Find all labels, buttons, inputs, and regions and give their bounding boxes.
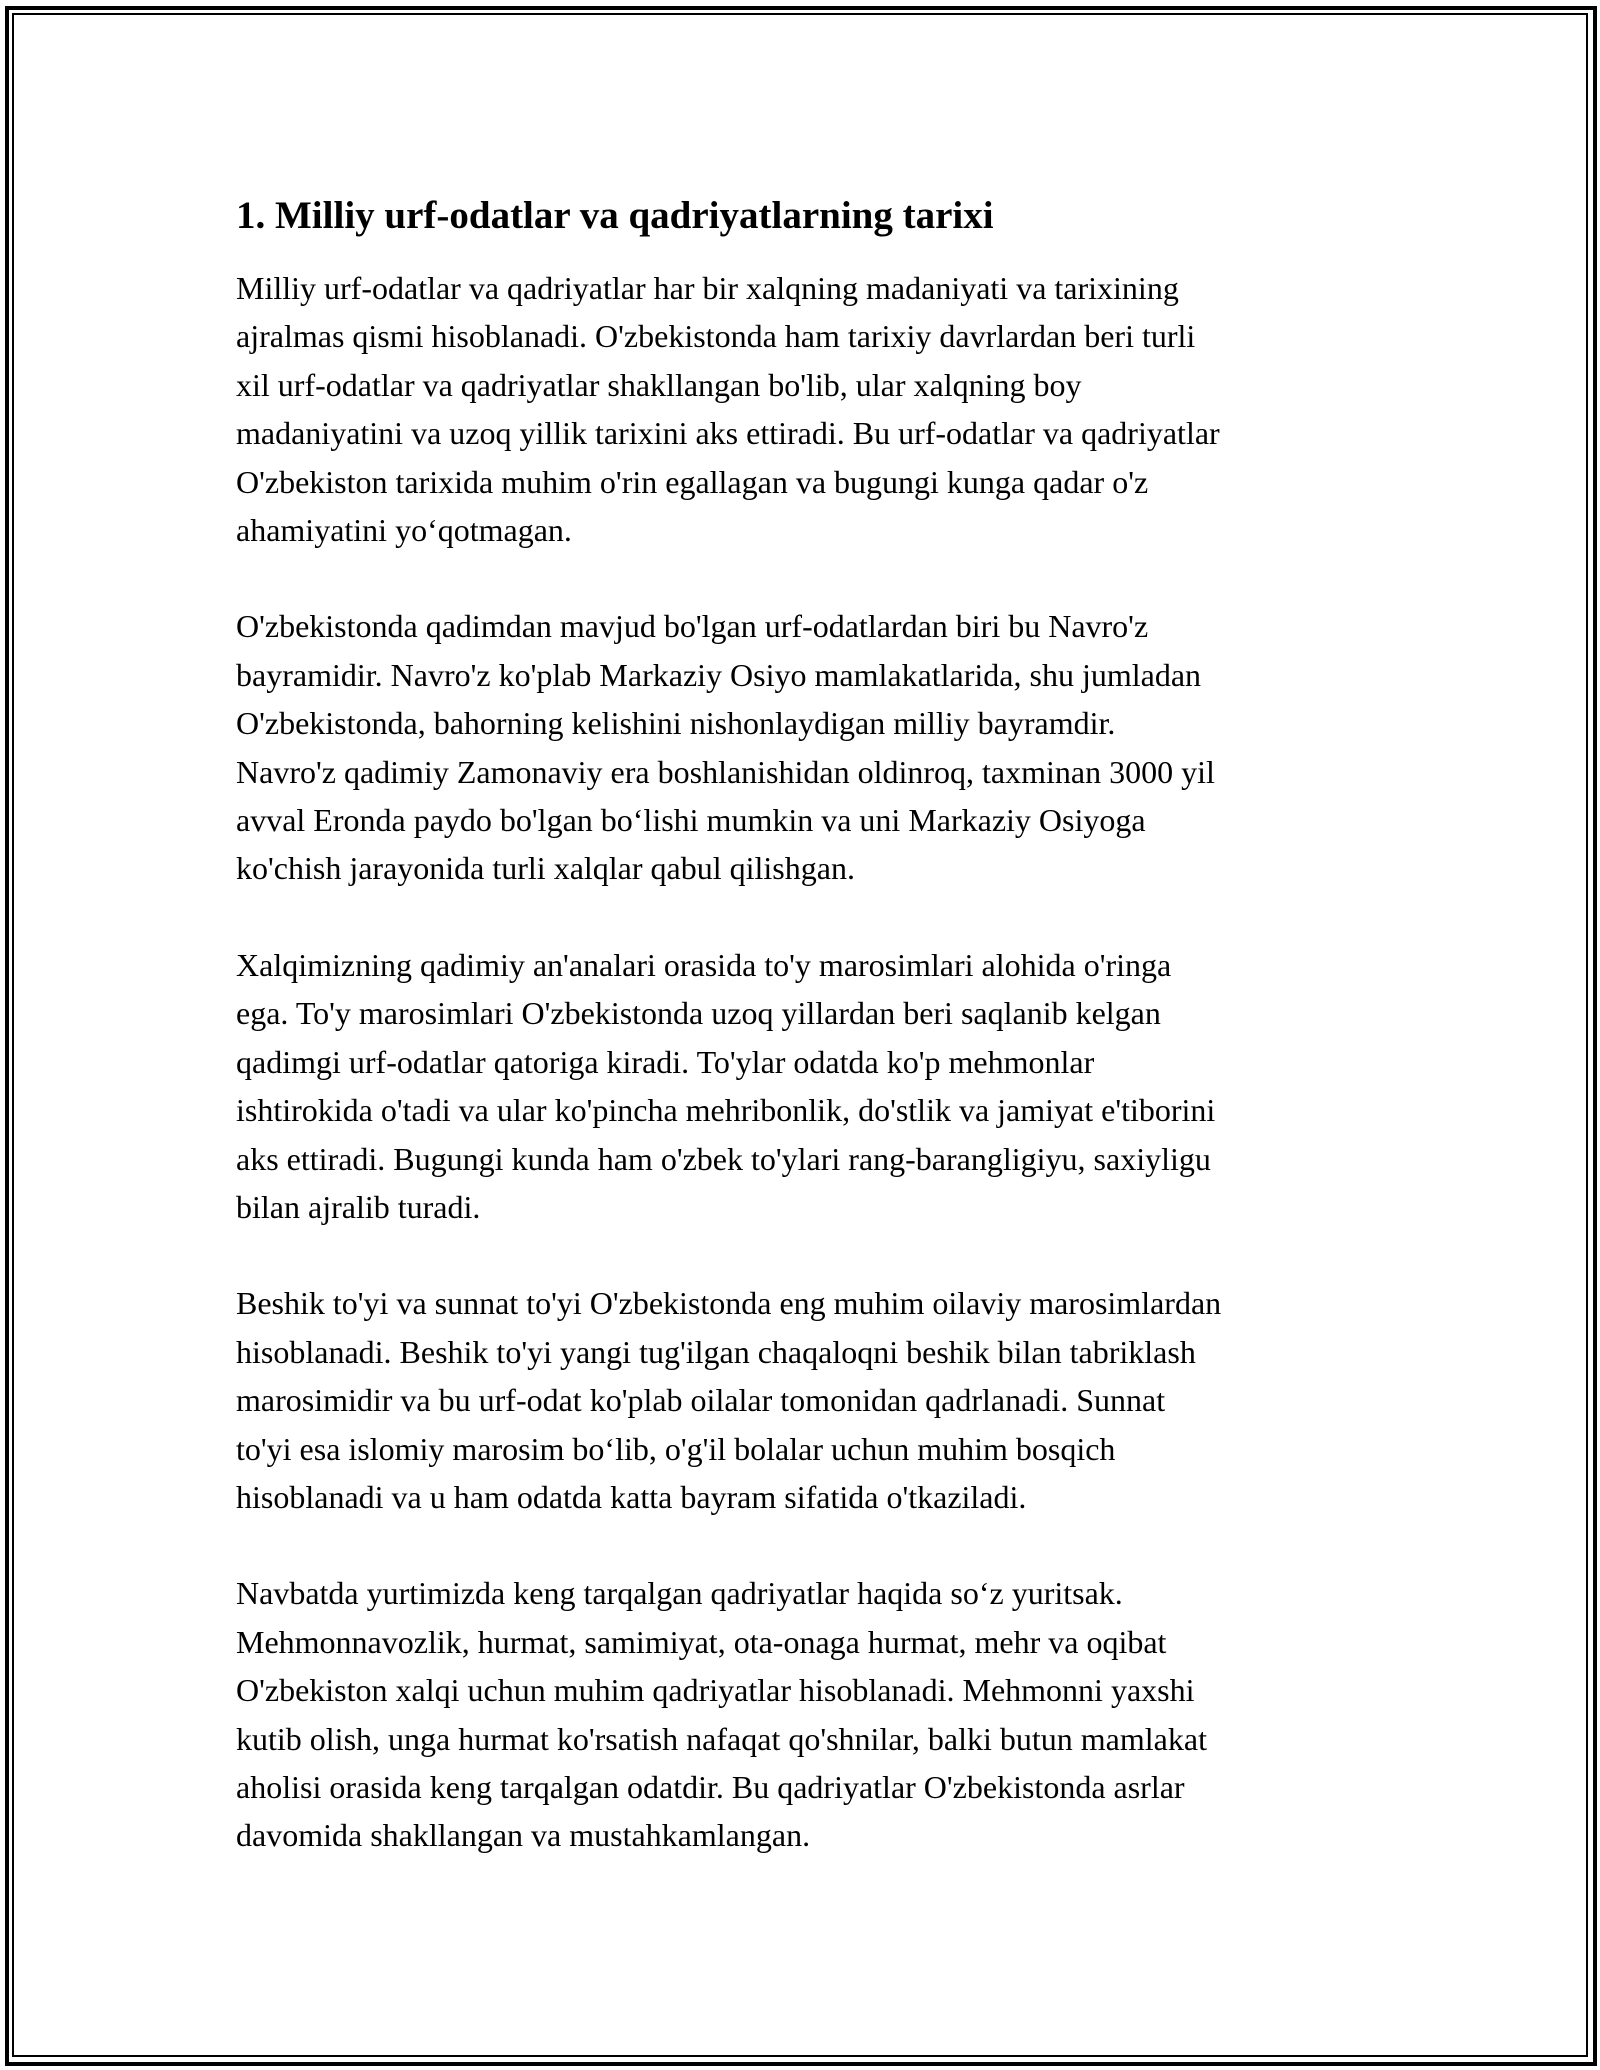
- document-body: [236, 188, 1366, 1908]
- paragraph-history-intro: Milliy urf-odatlar va qadriyatlar har bir xalqning madaniyati va tarixining ajralmas qismi hisoblanadi. O'zbekistonda ham tarixiy davrlardan beri turli xil urf-odatlar va qadriyatlar shakllangan bo'lib, ular xalqning boy madaniyatini va uzoq yillik tarixini aks ettiradi. Bu urf-odatlar va qadriyatlar O'zbekiston tarixida muhim o'rin egallagan va bugungi kunga qadar o'z ahamiyatini yo‘qotmagan.: [236, 270, 1220, 549]
- paragraph-values: Navbatda yurtimizda keng tarqalgan qadriyatlar haqida so‘z yuritsak. Mehmonnavozlik, hurmat, samimiyat, ota-onaga hurmat, mehr va oqibat O'zbekiston xalqi uchun muhim qadriyatlar hisoblanadi. Mehmonni yaxshi kutib olish, unga hurmat ko'rsatish nafaqat qo'shnilar, balki butun mamlakat aholisi orasida keng tarqalgan odatdir. Bu qadriyatlar O'zbekistonda asrlar davomida shakllangan va mustahkamlangan.: [236, 1575, 1207, 1854]
- paragraph-wedding: Xalqimizning qadimiy an'analari orasida to'y marosimlari alohida o'ringa ega. To'y marosimlari O'zbekistonda uzoq yillardan beri saqlanib kelgan qadimgi urf-odatlar qatoriga kiradi. To'ylar odatda ko'p mehmonlar ishtirokida o'tadi va ular ko'pincha mehribonlik, do'stlik va jamiyat e'tiborini aks ettiradi. Bugungi kunda ham o'zbek to'ylari rang-barangligiyu, saxiyligu bilan ajralib turadi.: [236, 946, 1216, 1225]
- paragraph-navroz: O'zbekistonda qadimdan mavjud bo'lgan urf-odatlardan biri bu Navro'z bayramidir. Navro'z ko'plab Markaziy Osiyo mamlakatlarida, shu jumladan O'zbekistonda, bahorning kelishini nishonlaydigan milliy bayramdir. Navro'z qadimiy Zamonaviy era boshlanishidan oldinroq, taxminan 3000 yil avval Eronda paydo bo'lgan bo‘lishi mumkin va uni Markaziy Osiyoga ko'chish jarayonida turli xalqlar qabul qilishgan.: [236, 608, 1215, 887]
- section-heading: 1. Milliy urf-odatlar va qadriyatlarning tarixi: [236, 194, 994, 237]
- paragraph-family-ceremonies: Beshik to'yi va sunnat to'yi O'zbekistonda eng muhim oilaviy marosimlardan hisoblanadi. Beshik to'yi yangi tug'ilgan chaqaloqni beshik bilan tabriklash marosimidir va bu urf-odat ko'plab oilalar tomonidan qadrlanadi. Sunnat to'yi esa islomiy marosim bo‘lib, o'g'il bolalar uchun muhim bosqich hisoblanadi va u ham odatda katta bayram sifatida o'tkaziladi.: [236, 1285, 1222, 1515]
